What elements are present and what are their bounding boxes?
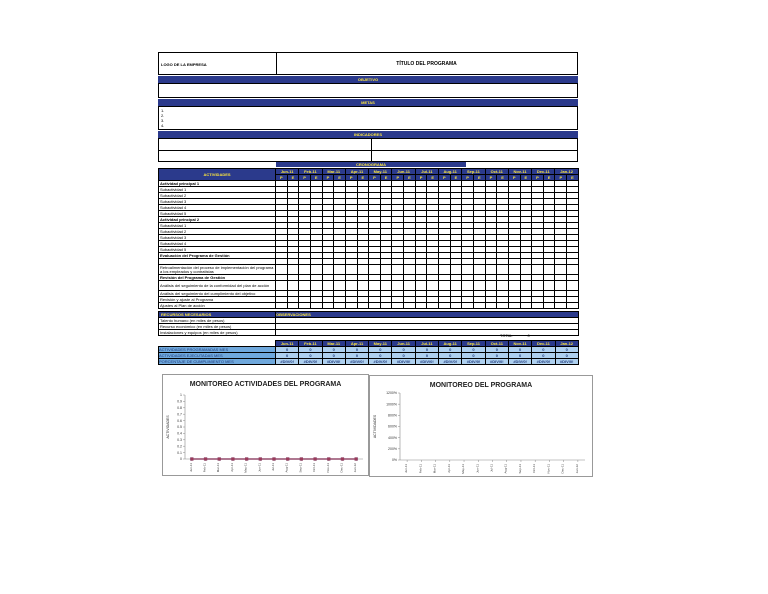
chart-program: [369, 375, 593, 477]
schedule-cell: [322, 265, 334, 275]
schedule-cell: [310, 303, 322, 309]
summary-value: 0: [369, 353, 392, 359]
schedule-cell: [380, 281, 392, 291]
summary-value: 0: [439, 353, 462, 359]
planned-subheader: P: [276, 175, 288, 181]
metas-item: 3.: [161, 118, 165, 123]
summary-value: 0: [369, 347, 392, 353]
schedule-cell: [276, 281, 288, 291]
summary-row-label: ACTIVIDADES PROGRAMADAS MES: [159, 347, 276, 353]
month-header: Sep-11: [462, 169, 485, 175]
summary-value: #DIV/0!: [276, 359, 299, 365]
schedule-cell: [427, 265, 439, 275]
y-tick-label: 0%: [391, 458, 397, 463]
schedule-cell: [345, 303, 357, 309]
summary-value: 0: [555, 353, 578, 359]
summary-value: 0: [345, 353, 368, 359]
schedule-cell: [415, 281, 427, 291]
series-point: [355, 457, 358, 460]
summary-value: 0: [462, 347, 485, 353]
activity-label: Análisis del seguimiento de la conformidad del plan de acción: [159, 281, 276, 291]
series-point: [231, 457, 234, 460]
schedule-table: [158, 168, 579, 309]
cronograma-label: [276, 162, 466, 167]
program-title: TÍTULO DEL PROGRAMA: [396, 61, 457, 67]
total-row: [500, 333, 530, 338]
schedule-cell: [415, 303, 427, 309]
y-axis-label: ACTIVIDADES: [373, 414, 377, 439]
summary-value: #DIV/0!: [392, 359, 415, 365]
summary-value: #DIV/0!: [322, 359, 345, 365]
activity-label: Subactividad 4: [159, 241, 276, 247]
month-header: Oct-11: [485, 169, 508, 175]
series-point: [259, 457, 262, 460]
summary-value: 0: [508, 353, 531, 359]
month-header: May-11: [369, 169, 392, 175]
y-tick-label: 0.1: [177, 450, 182, 455]
schedule-cell: [322, 281, 334, 291]
schedule-cell: [334, 281, 346, 291]
x-tick-label: Feb-11: [418, 464, 423, 474]
schedule-cell: [532, 303, 544, 309]
summary-value: 0: [276, 353, 299, 359]
schedule-cell: [532, 281, 544, 291]
schedule-row: [159, 281, 579, 291]
resource-item: Talento humano (en miles de pesos): [159, 318, 276, 324]
summary-value: 0: [485, 353, 508, 359]
summary-value: 0: [415, 353, 438, 359]
y-tick-label: 0.2: [177, 444, 182, 449]
activity-label: Subactividad 4: [159, 205, 276, 211]
activity-label: Retroalimentación del proceso de implementación del programa a los empleados y contratistas: [159, 265, 276, 275]
x-tick-label: Dec-11: [560, 464, 565, 474]
resources-header: RECURSOS NECESARIOS: [159, 312, 276, 318]
activity-label: Análisis del seguimiento del cumplimiento del objetivo: [159, 291, 276, 297]
summary-value: 0: [439, 347, 462, 353]
planned-subheader: P: [345, 175, 357, 181]
x-tick-label: Sep-11: [517, 464, 522, 474]
schedule-cell: [543, 265, 555, 275]
schedule-cell: [404, 303, 416, 309]
series-point: [286, 457, 289, 460]
executed-subheader: E: [287, 175, 299, 181]
schedule-cell: [287, 265, 299, 275]
schedule-cell: [439, 303, 451, 309]
schedule-cell: [497, 265, 509, 275]
schedule-cell: [427, 303, 439, 309]
cronograma-text: CRONOGRAMA: [356, 162, 386, 167]
executed-subheader: E: [497, 175, 509, 181]
y-tick-label: 0.5: [177, 425, 182, 430]
activity-label: Actividad principal 1: [159, 181, 276, 187]
objetivo-box: [158, 83, 578, 98]
month-header: Nov-11: [508, 169, 531, 175]
resource-item: Instalaciones y equipos (en miles de pesos): [159, 330, 276, 336]
series-point: [300, 457, 303, 460]
summary-value: 0: [322, 353, 345, 359]
summary-value: 0: [462, 353, 485, 359]
y-tick-label: 0.7: [177, 412, 182, 417]
schedule-cell: [299, 265, 311, 275]
schedule-cell: [380, 265, 392, 275]
summary-value: 0: [415, 347, 438, 353]
schedule-cell: [555, 265, 567, 275]
x-tick-label: Aug-11: [284, 463, 289, 473]
x-tick-label: Feb-11: [202, 463, 207, 473]
executed-subheader: E: [380, 175, 392, 181]
x-tick-label: Nov-11: [325, 463, 330, 473]
schedule-cell: [485, 303, 497, 309]
schedule-cell: [543, 281, 555, 291]
planned-subheader: P: [299, 175, 311, 181]
summary-value: #DIV/0!: [299, 359, 322, 365]
x-tick-label: Sep-11: [298, 463, 303, 473]
summary-month: Nov-11: [508, 341, 531, 347]
x-tick-label: Mar-11: [216, 463, 221, 473]
schedule-cell: [392, 281, 404, 291]
schedule-cell: [567, 303, 579, 309]
schedule-cell: [439, 281, 451, 291]
summary-month: Jun-11: [276, 341, 299, 347]
schedule-cell: [462, 303, 474, 309]
summary-month: Apr-11: [345, 341, 368, 347]
activity-label: Ajustes al Plan de acción: [159, 303, 276, 309]
schedule-cell: [276, 265, 288, 275]
activity-label: Actividad principal 2: [159, 217, 276, 223]
x-tick-label: Jun-11: [475, 464, 480, 473]
activity-label: Subactividad 3: [159, 199, 276, 205]
resource-item: Recurso económico (en miles de pesos): [159, 324, 276, 330]
indicadores-bar: [158, 131, 578, 138]
indicadores-divider-h: [159, 150, 577, 151]
summary-value: 0: [392, 347, 415, 353]
summary-month: Sep-11: [462, 341, 485, 347]
schedule-cell: [299, 281, 311, 291]
schedule-cell: [520, 265, 532, 275]
y-tick-label: 0.8: [177, 406, 182, 410]
activity-label: Revisión del Programa de Gestión: [159, 275, 276, 281]
x-tick-label: Apr-11: [229, 463, 234, 472]
month-header: Jun-11: [276, 169, 299, 175]
summary-value: 0: [555, 347, 578, 353]
metas-item: 4.: [161, 123, 165, 128]
activities-header: ACTIVIDADES: [159, 169, 276, 181]
schedule-cell: [450, 265, 462, 275]
summary-value: #DIV/0!: [555, 359, 578, 365]
schedule-cell: [555, 303, 567, 309]
series-point: [218, 457, 221, 460]
executed-subheader: E: [310, 175, 322, 181]
schedule-cell: [392, 265, 404, 275]
schedule-cell: [310, 265, 322, 275]
schedule-cell: [497, 303, 509, 309]
activity-label: Subactividad 2: [159, 193, 276, 199]
summary-value: 0: [299, 353, 322, 359]
series-point: [245, 457, 248, 460]
series-point: [341, 457, 344, 460]
schedule-cell: [520, 281, 532, 291]
x-tick-label: Oct-11: [532, 464, 537, 473]
month-header: Jul-11: [415, 169, 438, 175]
schedule-cell: [450, 281, 462, 291]
y-tick-label: 1: [180, 393, 182, 398]
summary-value: #DIV/0!: [345, 359, 368, 365]
summary-value: 0: [299, 347, 322, 353]
metas-item: 2.: [161, 113, 165, 118]
x-tick-label: Aug-11: [503, 464, 508, 474]
planned-subheader: P: [508, 175, 520, 181]
summary-value: #DIV/0!: [439, 359, 462, 365]
series-point: [313, 457, 316, 460]
executed-subheader: E: [427, 175, 439, 181]
planned-subheader: P: [439, 175, 451, 181]
summary-value: #DIV/0!: [508, 359, 531, 365]
planned-subheader: P: [369, 175, 381, 181]
y-tick-label: 1000%: [386, 402, 397, 407]
month-header: Aug-11: [439, 169, 462, 175]
executed-subheader: E: [357, 175, 369, 181]
summary-value: 0: [485, 347, 508, 353]
schedule-cell: [357, 303, 369, 309]
summary-value: #DIV/0!: [415, 359, 438, 365]
schedule-cell: [369, 265, 381, 275]
schedule-cell: [287, 303, 299, 309]
resource-observation: [276, 330, 579, 336]
metas-label: METAS: [361, 100, 375, 105]
series-point: [272, 457, 275, 460]
schedule-cell: [497, 281, 509, 291]
y-tick-label: 0: [180, 457, 182, 462]
activity-label: Subactividad 1: [159, 187, 276, 193]
series-point: [327, 457, 330, 460]
activity-label: Subactividad 3: [159, 235, 276, 241]
chart2-svg: [370, 376, 592, 476]
series-point: [204, 457, 207, 460]
y-tick-label: 800%: [388, 413, 397, 418]
schedule-cell: [520, 303, 532, 309]
indicadores-divider-v: [371, 139, 372, 161]
planned-subheader: P: [485, 175, 497, 181]
schedule-cell: [310, 281, 322, 291]
schedule-cell: [369, 303, 381, 309]
executed-subheader: E: [450, 175, 462, 181]
summary-value: 0: [276, 347, 299, 353]
schedule-cell: [473, 281, 485, 291]
schedule-cell: [276, 303, 288, 309]
schedule-cell: [567, 281, 579, 291]
planned-subheader: P: [555, 175, 567, 181]
objetivo-label: OBJETIVO: [357, 77, 379, 82]
month-header: Dec-11: [532, 169, 555, 175]
activity-label: Subactividad 1: [159, 223, 276, 229]
executed-subheader: E: [334, 175, 346, 181]
total-value: 0: [527, 333, 530, 338]
executed-subheader: E: [520, 175, 532, 181]
x-tick-label: Apr-11: [446, 464, 451, 473]
header-box: [158, 52, 578, 75]
x-tick-label: Jan-12: [574, 464, 579, 474]
y-tick-label: 600%: [388, 424, 397, 429]
activity-label: Revisión y ajuste al Programa: [159, 297, 276, 303]
indicadores-box: [158, 138, 578, 162]
series-point: [190, 457, 193, 460]
schedule-cell: [357, 281, 369, 291]
planned-subheader: P: [532, 175, 544, 181]
x-tick-label: Dec-11: [339, 463, 344, 473]
y-tick-label: 0.4: [177, 431, 182, 436]
summary-value: 0: [508, 347, 531, 353]
x-tick-label: Jun-11: [404, 464, 409, 473]
chart1-title: MONITOREO ACTIVIDADES DEL PROGRAMA: [189, 381, 342, 388]
summary-month: Jan-12: [555, 341, 578, 347]
summary-value: 0: [322, 347, 345, 353]
planned-subheader: P: [392, 175, 404, 181]
observations-header: OBSERVACIONES: [276, 312, 579, 318]
schedule-cell: [287, 281, 299, 291]
month-header: Mar-11: [322, 169, 345, 175]
schedule-row: [159, 265, 579, 275]
x-tick-label: Jun-11: [257, 463, 262, 472]
month-header: Jun-11: [392, 169, 415, 175]
total-label: TOTAL: [500, 333, 513, 338]
month-header: Apr-11: [345, 169, 368, 175]
schedule-cell: [473, 303, 485, 309]
summary-month: Jul-11: [415, 341, 438, 347]
schedule-cell: [485, 281, 497, 291]
y-tick-label: 0.9: [177, 399, 182, 404]
planned-subheader: P: [462, 175, 474, 181]
summary-table: [158, 340, 579, 365]
summary-month: Aug-11: [439, 341, 462, 347]
x-tick-label: Jan-12: [353, 463, 358, 473]
schedule-cell: [357, 265, 369, 275]
summary-month: Feb-11: [299, 341, 322, 347]
planned-subheader: P: [322, 175, 334, 181]
summary-value: 0: [392, 353, 415, 359]
summary-month: Oct-11: [485, 341, 508, 347]
executed-subheader: E: [567, 175, 579, 181]
schedule-cell: [532, 265, 544, 275]
schedule-cell: [322, 303, 334, 309]
y-axis-label: ACTIVIDADES: [166, 415, 170, 439]
summary-row-label: PORCENTAJE DE CUMPLIMIENTO MES: [159, 359, 276, 365]
x-tick-label: Oct-11: [312, 463, 317, 472]
metas-box: [158, 106, 578, 130]
schedule-cell: [508, 303, 520, 309]
summary-month: Jun-11: [392, 341, 415, 347]
chart1-svg: [163, 375, 368, 475]
summary-value: #DIV/0!: [369, 359, 392, 365]
activity-label: Subactividad 5: [159, 211, 276, 217]
metas-bar: [158, 99, 578, 106]
schedule-row: [159, 303, 579, 309]
summary-row-label: ACTIVIDADES EJECUTADAS MES: [159, 353, 276, 359]
summary-month: May-11: [369, 341, 392, 347]
summary-value: #DIV/0!: [532, 359, 555, 365]
y-tick-label: 400%: [388, 435, 397, 440]
summary-month: Dec-11: [532, 341, 555, 347]
month-header: Feb-11: [299, 169, 322, 175]
executed-subheader: E: [543, 175, 555, 181]
summary-value: 0: [532, 353, 555, 359]
schedule-cell: [369, 281, 381, 291]
x-tick-label: Jul-11: [271, 463, 275, 471]
objetivo-bar: [158, 76, 578, 83]
schedule-cell: [508, 265, 520, 275]
schedule-cell: [508, 281, 520, 291]
y-tick-label: 200%: [388, 447, 397, 452]
executed-subheader: E: [473, 175, 485, 181]
x-tick-label: Nov-11: [546, 464, 551, 474]
schedule-cell: [334, 265, 346, 275]
activity-label: Subactividad 5: [159, 247, 276, 253]
schedule-cell: [543, 303, 555, 309]
summary-value: #DIV/0!: [462, 359, 485, 365]
activity-label: Subactividad 2: [159, 229, 276, 235]
indicadores-label: INDICADORES: [353, 132, 382, 137]
schedule-cell: [299, 303, 311, 309]
schedule-cell: [485, 265, 497, 275]
metas-item: 1.: [161, 108, 165, 113]
logo-cell: [159, 53, 277, 74]
company-logo-text: LOGO DE LA EMPRESA: [161, 62, 207, 67]
schedule-cell: [345, 281, 357, 291]
schedule-cell: [427, 281, 439, 291]
y-tick-label: 1200%: [386, 391, 397, 396]
x-tick-label: Jun-11: [188, 463, 193, 472]
summary-value: #DIV/0!: [485, 359, 508, 365]
schedule-cell: [567, 265, 579, 275]
schedule-cell: [439, 265, 451, 275]
x-tick-label: May-11: [461, 464, 466, 474]
schedule-cell: [415, 265, 427, 275]
schedule-cell: [380, 303, 392, 309]
schedule-cell: [473, 265, 485, 275]
schedule-cell: [404, 281, 416, 291]
month-header: Jan-12: [555, 169, 578, 175]
schedule-cell: [334, 303, 346, 309]
schedule-cell: [462, 281, 474, 291]
x-tick-label: May-11: [243, 463, 248, 473]
chart2-title: MONITOREO DEL PROGRAMA: [429, 382, 533, 389]
schedule-cell: [450, 303, 462, 309]
schedule-cell: [404, 265, 416, 275]
summary-value: 0: [532, 347, 555, 353]
schedule-cell: [555, 281, 567, 291]
schedule-cell: [392, 303, 404, 309]
schedule-cell: [462, 265, 474, 275]
x-tick-label: Mar-11: [432, 464, 437, 474]
executed-subheader: E: [404, 175, 416, 181]
y-tick-label: 0.6: [177, 418, 182, 423]
summary-value: 0: [345, 347, 368, 353]
schedule-cell: [345, 265, 357, 275]
activity-label: Evaluación del Programa de Gestión: [159, 253, 276, 259]
chart-activities: [162, 374, 369, 476]
x-tick-label: Jul-11: [489, 464, 494, 472]
summary-month: Mar-11: [322, 341, 345, 347]
y-tick-label: 0.3: [177, 438, 182, 442]
planned-subheader: P: [415, 175, 427, 181]
